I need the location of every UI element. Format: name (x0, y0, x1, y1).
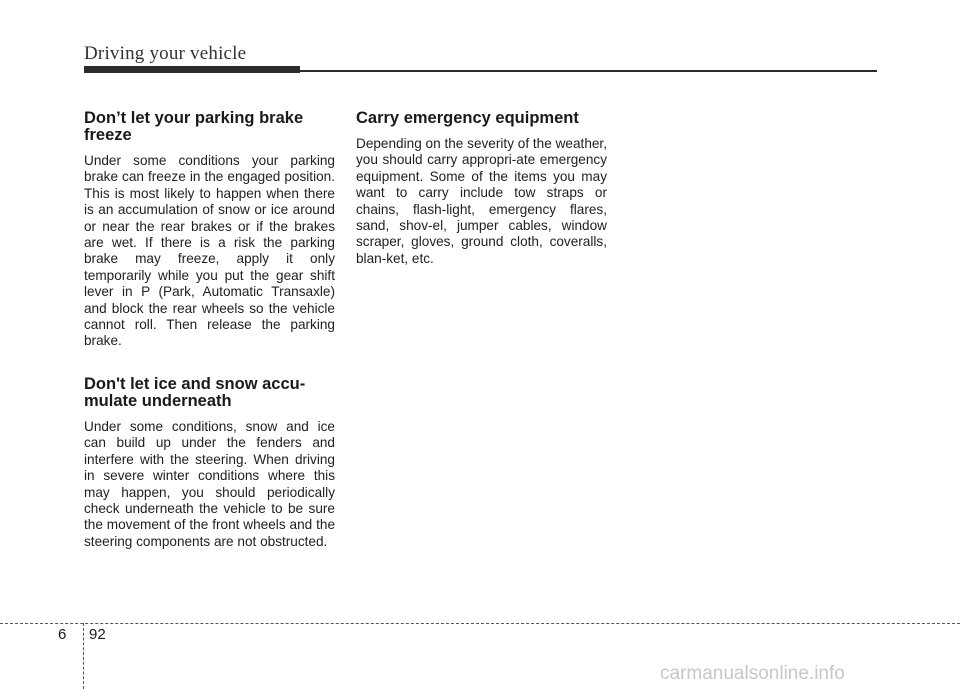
section-body-parking-brake: Under some conditions your parking brake can freeze in the engaged position. This is most likely to happen when there is an accumulation of snow or ice around or near the rear brakes or if the brakes are wet. If there is a risk the parking brake may freeze, apply it only temporarily while you put the gear shift lever in P (Park, Automatic Transaxle) and block the rear wheels so the vehicle cannot roll. Then release the parking brake. (84, 153, 335, 349)
page-header-title: Driving your vehicle (84, 43, 247, 64)
section-body-ice-snow: Under some conditions, snow and ice can build up under the fenders and interfere with the steering. When driving in severe winter conditions where this may happen, you should periodically check underneath the vehicle to be sure the movement of the front wheels and the steering components are not obstructed. (84, 418, 335, 549)
right-column (356, 110, 607, 267)
left-column (84, 110, 335, 550)
header-rule-thick (84, 66, 300, 73)
page-number: 92 (89, 626, 106, 643)
section-gap (84, 350, 335, 376)
section-heading-ice-snow: Don't let ice and snow accu-mulate underneath (84, 374, 306, 410)
section-heading-parking-brake: Don’t let your parking brake freeze (84, 109, 304, 144)
footer-rule (0, 623, 960, 624)
header-rule-thin (300, 70, 877, 72)
watermark: carmanualsonline.info (660, 663, 845, 684)
footer-divider (83, 623, 84, 689)
chapter-number: 6 (58, 626, 67, 643)
section-heading-emergency-equipment: Carry emergency equipment (356, 109, 579, 127)
section-body-emergency-equipment: Depending on the severity of the weather, you should carry appropri-ate emergency equipment. Some of the items you may want to carry include tow straps or chains, flash-light, emergency flares, sand, shov-el, jumper cables, window scraper, gloves, ground cloth, coveralls, blan-ket, etc. (356, 136, 607, 266)
